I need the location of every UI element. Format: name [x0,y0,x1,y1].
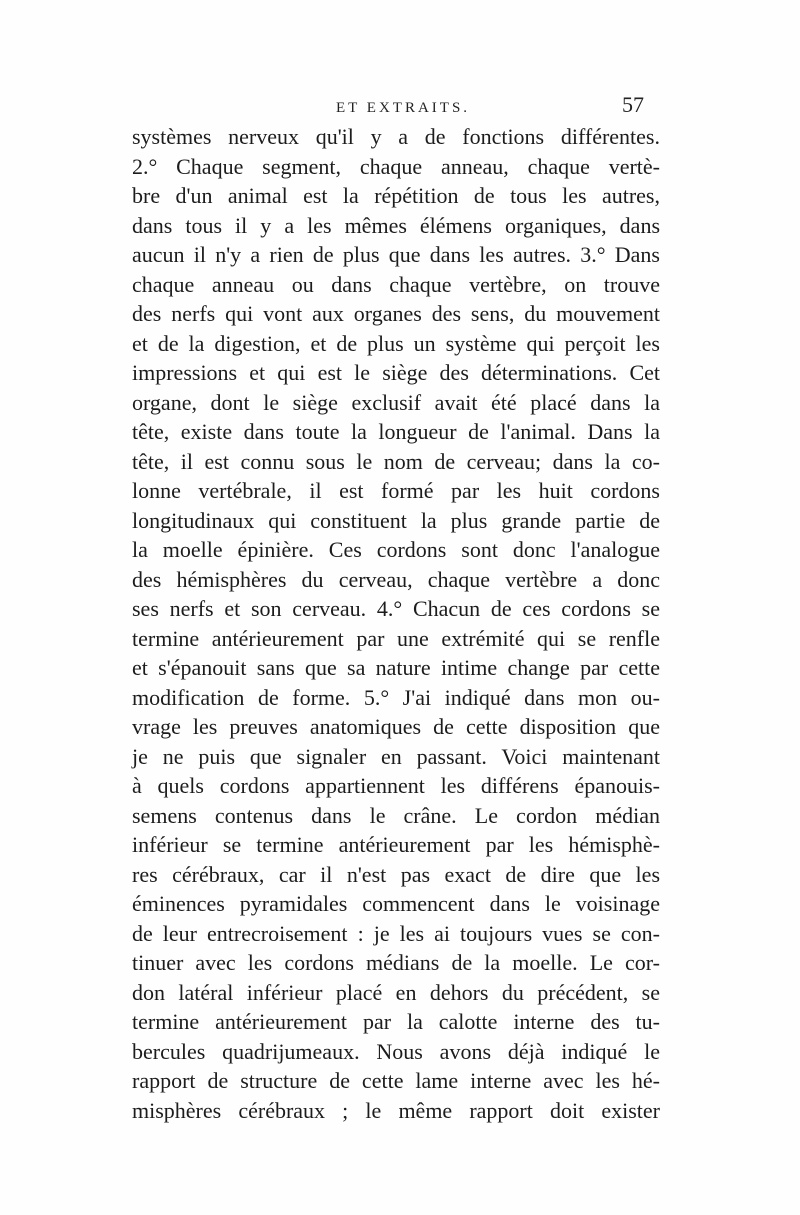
text-line: éminences pyramidales commencent dans le voisinage [132,891,660,916]
text-line: systèmes nerveux qu'il y a de fonctions différentes. [132,124,660,149]
text-line: ses nerfs et son cerveau. 4.° Chacun de ces cordons se [132,596,660,621]
text-line: bercules quadrijumeaux. Nous avons déjà indiqué le [132,1038,660,1064]
text-line: semens contenus dans le crâne. Le cordon médian [132,802,660,828]
text-line: vrage les preuves anatomiques de cette disposition que [132,714,660,739]
text-line: modification de forme. 5.° J'ai indiqué dans mon ou- [132,684,660,710]
text-line: tête, il est connu sous le nom de cerveau; dans la co- [132,448,660,474]
text-line: 2.° Chaque segment, chaque anneau, chaque vertè- [132,153,660,179]
body-text [132,122,660,1125]
text-line: organe, dont le siège exclusif avait été placé dans la [132,389,660,415]
text-line: tinuer avec les cordons médians de la moelle. Le cor- [132,950,660,975]
text-line: termine antérieurement par la calotte interne des tu- [132,1009,660,1034]
page-number: 57 [622,92,644,117]
text-line: je ne puis que signaler en passant. Voici maintenant [132,743,660,769]
text-line: lonne vertébrale, il est formé par les huit cordons [132,478,660,503]
text-line: rapport de structure de cette lame interne avec les hé- [132,1068,660,1093]
text-line: aucun il n'y a rien de plus que dans les autres. 3.° Dans [132,242,660,267]
text-line: et de la digestion, et de plus un système qui perçoit les [132,330,660,356]
text-line: la moelle épinière. Ces cordons sont donc l'analogue [132,537,660,562]
text-line: des hémisphères du cerveau, chaque vertèbre a donc [132,566,660,592]
text-line: inférieur se termine antérieurement par les hémisphè- [132,832,660,857]
text-line: don latéral inférieur placé en dehors du précédent, se [132,979,660,1005]
text-line: de leur entrecroisement : je les ai toujours vues se con- [132,920,660,946]
text-line: chaque anneau ou dans chaque vertèbre, on trouve [132,271,660,297]
text-line: et s'épanouit sans que sa nature intime change par cette [132,655,660,680]
text-line: à quels cordons appartiennent les différens épanouis- [132,773,660,798]
text-line: des nerfs qui vont aux organes des sens, du mouvement [132,301,660,326]
text-line: termine antérieurement par une extrémité qui se renfle [132,625,660,651]
text-line: bre d'un animal est la répétition de tous les autres, [132,183,660,208]
running-head: ET EXTRAITS. [336,100,471,116]
text-line: longitudinaux qui constituent la plus grande partie de [132,507,660,533]
text-line: res cérébraux, car il n'est pas exact de dire que les [132,861,660,887]
text-line: impressions et qui est le siège des déterminations. Cet [132,360,660,385]
text-line: misphères cérébraux ; le même rapport doit exister [132,1097,660,1123]
text-line: dans tous il y a les mêmes élémens organiques, dans [132,212,660,238]
text-line: tête, existe dans toute la longueur de l'animal. Dans la [132,419,660,444]
